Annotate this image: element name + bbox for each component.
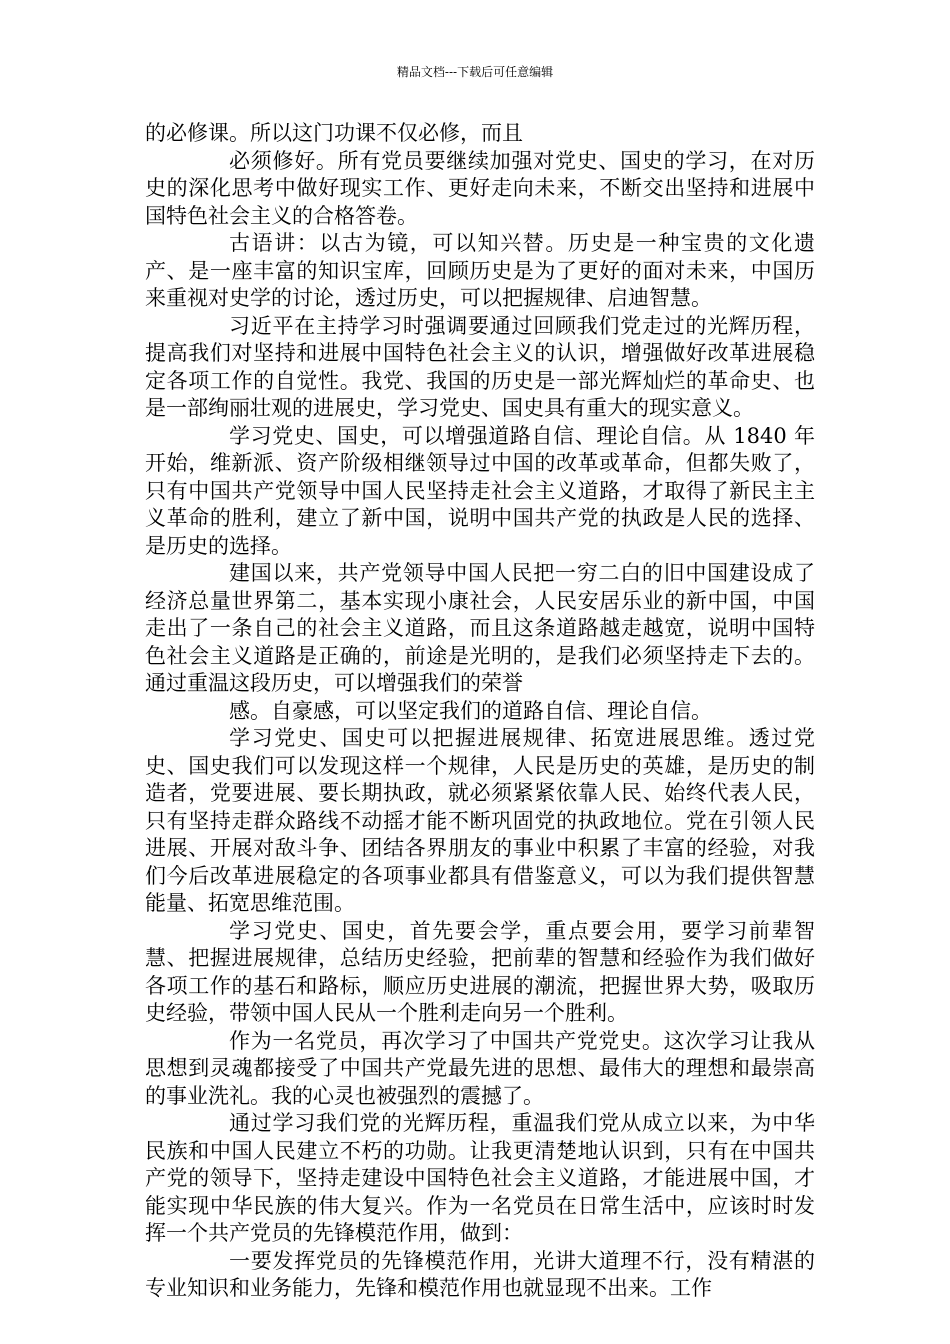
paragraph: 习近平在主持学习时强调要通过回顾我们党走过的光辉历程，提高我们对坚持和进展中国特色社会主义的认识，增强做好改革进展稳定各项工作的自觉性。我党、我国的历史是一部光辉灿烂的革命史、也是一部绚丽壮观的进展史，学习党史、国史具有重大的现实意义。 (145, 313, 815, 420)
document-body (145, 120, 815, 1303)
paragraph: 学习党史、国史，可以增强道路自信、理论自信。从 1840 年开始，维新派、资产阶级相继领导过中国的改革或革命，但都失败了，只有中国共产党领导中国人民坚持走社会主义道路，才取得了新民主主义革命的胜利，建立了新中国，说明中国共产党的执政是人民的选择、是历史的选择。 (145, 423, 815, 558)
paragraph: 古语讲：以古为镜，可以知兴替。历史是一种宝贵的文化遗产、是一座丰富的知识宝库，回顾历史是为了更好的面对未来，中国历来重视对史学的讨论，透过历史，可以把握规律、启迪智慧。 (145, 231, 815, 310)
page-header: 精品文档---下载后可任意编辑 (396, 65, 554, 79)
paragraph: 学习党史、国史，首先要会学，重点要会用，要学习前辈智慧、把握进展规律，总结历史经验，把前辈的智慧和经验作为我们做好各项工作的基石和路标，顺应历史进展的潮流，把握世界大势，吸取历史经验，带领中国人民从一个胜利走向另一个胜利。 (145, 918, 815, 1025)
paragraph: 感。自豪感，可以坚定我们的道路自信、理论自信。 (229, 698, 712, 723)
paragraph: 必须修好。所有党员要继续加强对党史、国史的学习，在对历史的深化思考中做好现实工作、更好走向未来，不断交出坚持和进展中国特色社会主义的合格答卷。 (145, 148, 815, 228)
paragraph: 作为一名党员，再次学习了中国共产党党史。这次学习让我从思想到灵魂都接受了中国共产党最先进的思想、最伟大的理想和最崇高的事业洗礼。我的心灵也被强烈的震撼了。 (145, 1028, 815, 1108)
paragraph: 的必修课。所以这门功课不仅必修，而且 (145, 121, 523, 145)
paragraph: 一要发挥党员的先锋模范作用，光讲大道理不行，没有精湛的专业知识和业务能力，先锋和模范作用也就显现不出来。工作 (145, 1248, 815, 1300)
paragraph: 建国以来，共产党领导中国人民把一穷二白的旧中国建设成了经济总量世界第二，基本实现小康社会，人民安居乐业的新中国，中国走出了一条自己的社会主义道路，而且这条道路越走越宽，说明中国特色社会主义道路是正确的，前途是光明的，是我们必须坚持走下去的。通过重温这段历史，可以增强我们的荣誉 (145, 561, 815, 695)
paragraph: 学习党史、国史可以把握进展规律、拓宽进展思维。透过党史、国史我们可以发现这样一个规律，人民是历史的英雄，是历史的制造者，党要进展、要长期执政，就必须紧紧依靠人民、始终代表人民，只有坚持走群众路线不动摇才能不断巩固党的执政地位。党在引领人民进展、开展对敌斗争、团结各界朋友的事业中积累了丰富的经验，对我们今后改革进展稳定的各项事业都具有借鉴意义，可以为我们提供智慧能量、拓宽思维范围。 (145, 726, 815, 915)
paragraph: 通过学习我们党的光辉历程，重温我们党从成立以来，为中华民族和中国人民建立不朽的功勋。让我更清楚地认识到，只有在中国共产党的领导下，坚持走建设中国特色社会主义道路，才能进展中国，才能实现中华民族的伟大复兴。作为一名党员在日常生活中，应该时时发挥一个共产党员的先锋模范作用，做到： (145, 1111, 815, 1245)
